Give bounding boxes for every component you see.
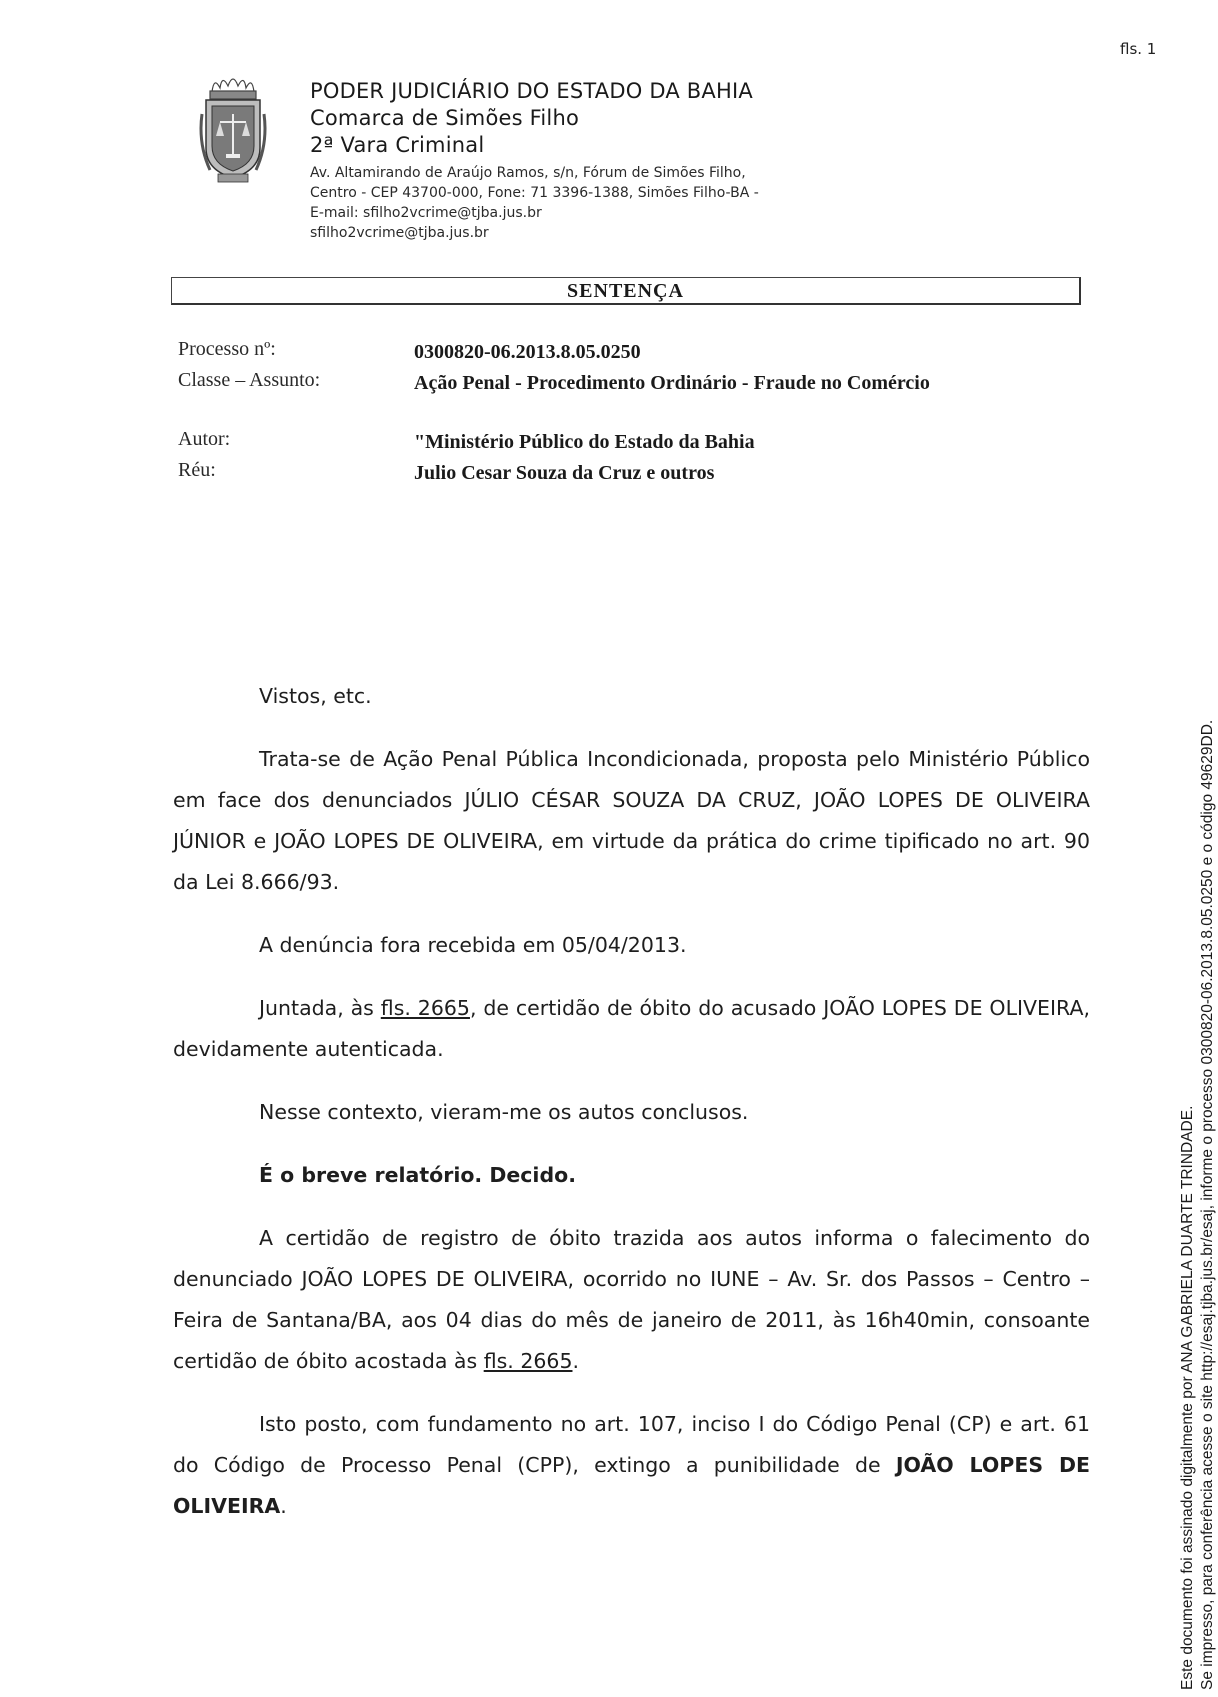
coat-of-arms-seal [200,74,266,186]
address-email-2: sfilho2vcrime@tjba.jus.br [310,225,489,241]
certidao-text-a: A certidão de registro de óbito trazida aos autos informa o falecimento do denunciado JOÃO LOPES DE OLIVEIRA, ocorrido no IUNE – Av. Sr. dos Passos – Centro – Feira de Santana/BA, aos 04 dias do mês de janeiro de 2011, às 16h40min, consoante certidão de óbito acostada às [173,1226,1090,1373]
dispositivo-text-b: . [280,1494,287,1518]
juntada-text-b: , de certidão de óbito do acusado JOÃO LOPES DE OLIVEIRA, devidamente autenticada. [173,996,1091,1061]
paragraph-trata-se: Trata-se de Ação Penal Pública Incondicionada, proposta pelo Ministério Público em face dos denunciados JÚLIO CÉSAR SOUZA DA CRUZ, JOÃO LOPES DE OLIVEIRA JÚNIOR e JOÃO LOPES DE OLIVEIRA, em virtude da prática do crime tipificado no art. 90 da Lei 8.666/93. [173,747,1090,894]
processo-label: Processo nº: [178,338,276,360]
dispositivo-text-a: Isto posto, com fundamento no art. 107, inciso I do Código Penal (CP) e art. 61 do Código de Processo Penal (CPP), extingo a punibilidade de [173,1412,1090,1477]
autor-value: "Ministério Público do Estado da Bahia [414,431,755,453]
paragraph-certidao [173,1218,1090,1382]
document-title: SENTENÇA [567,280,684,302]
document-title-box [171,277,1081,305]
reu-label: Réu: [178,459,216,481]
digital-signature-stamp [1178,720,1218,1690]
juntada-text-a: Juntada, às [259,996,381,1020]
address-email: E-mail: sfilho2vcrime@tjba.jus.br [310,205,542,221]
certidao-text-b: . [572,1349,580,1373]
paragraph-denuncia: A denúncia fora recebida em 05/04/2013. [259,933,687,957]
address-line-1: Av. Altamirando de Araújo Ramos, s/n, Fórum de Simões Filho, [310,165,746,181]
address-line-2: Centro - CEP 43700-000, Fone: 71 3396-1388, Simões Filho-BA - [310,185,759,201]
fls-reference: fls. 2665 [380,996,470,1020]
autor-label: Autor: [178,428,231,450]
vara-name: 2ª Vara Criminal [310,133,485,157]
paragraph-dispositivo [173,1404,1090,1527]
sentence-body [173,676,1090,1549]
signature-line: Este documento foi assinado digitalmente por ANA GABRIELA DUARTE TRINDADE. [1179,1105,1196,1690]
comarca-name: Comarca de Simões Filho [310,106,580,130]
paragraph-vistos: Vistos, etc. [259,684,372,708]
paragraph-contexto: Nesse contexto, vieram-me os autos conclusos. [259,1100,749,1124]
court-header [310,78,759,243]
court-name: PODER JUDICIÁRIO DO ESTADO DA BAHIA [310,79,753,103]
reu-value: Julio Cesar Souza da Cruz e outros [414,462,715,484]
page-number: fls. 1 [1120,40,1157,58]
paragraph-relatorio: É o breve relatório. Decido. [259,1163,576,1187]
court-address [310,163,759,243]
verification-line: Se impresso, para conferência acesse o site http://esaj.tjba.jus.br/esaj, informe o processo 0300820-06.2013.8.05.0250 e o código 49629DD. [1199,719,1216,1690]
paragraph-juntada [173,988,1090,1070]
defendant-name: JOÃO LOPES DE OLIVEIRA [173,1453,1090,1518]
processo-value: 0300820-06.2013.8.05.0250 [414,341,641,363]
classe-value: Ação Penal - Procedimento Ordinário - Fraude no Comércio [414,372,930,394]
fls-reference-2: fls. 2665 [483,1349,573,1373]
classe-label: Classe – Assunto: [178,369,321,391]
